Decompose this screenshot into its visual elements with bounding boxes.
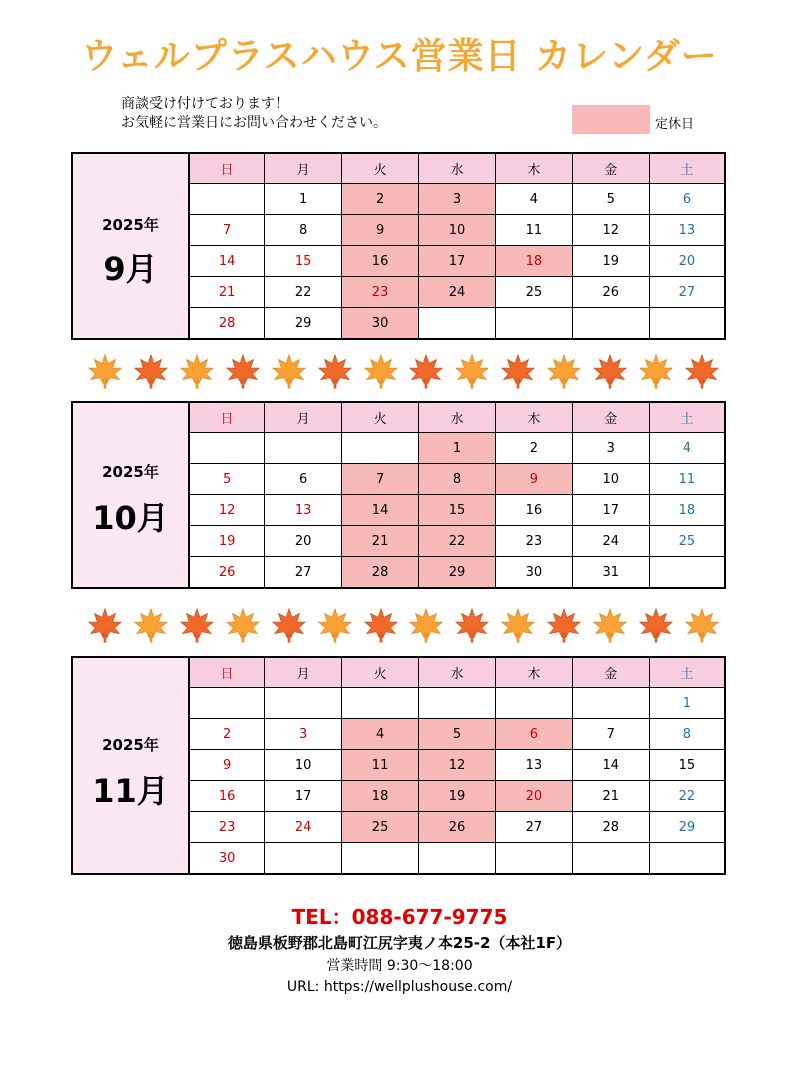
calendar-month: 11月 (92, 772, 169, 810)
day-cell (419, 688, 496, 719)
day-cell: 27 (265, 557, 342, 588)
day-cell: 8 (265, 215, 342, 246)
maple-leaf-icon (407, 352, 445, 390)
calendar-week-row (190, 277, 724, 308)
calendar-week-row (190, 433, 724, 464)
closed-day-cell: 4 (342, 719, 419, 750)
day-cell: 5 (190, 464, 265, 495)
calendar-week-row (190, 688, 724, 719)
closed-day-cell: 21 (342, 526, 419, 557)
day-cell: 4 (649, 433, 724, 464)
day-cell: 14 (190, 246, 265, 277)
day-cell: 9 (190, 750, 265, 781)
day-cell: 1 (265, 184, 342, 215)
intro-line-1: 商談受け付けております！ (121, 96, 289, 112)
calendar-grid (190, 154, 724, 338)
closed-day-cell: 20 (495, 781, 572, 812)
day-cell: 8 (649, 719, 724, 750)
calendar-week-row (190, 750, 724, 781)
day-cell: 15 (649, 750, 724, 781)
day-cell (649, 308, 724, 339)
calendar-grid (190, 658, 724, 873)
calendar-grid (190, 403, 724, 587)
intro-line-2: お気軽に営業日にお問い合わせください。 (121, 115, 387, 131)
weekday-header: 月 (265, 403, 342, 433)
day-cell: 25 (649, 526, 724, 557)
closed-day-cell: 9 (495, 464, 572, 495)
maple-leaf-icon (86, 606, 124, 644)
calendar-month-label (73, 154, 190, 338)
closed-day-cell: 18 (342, 781, 419, 812)
calendar-month-label (73, 403, 190, 587)
day-cell: 17 (265, 781, 342, 812)
weekday-header: 土 (649, 658, 724, 688)
maple-leaf-icon (362, 352, 400, 390)
day-cell: 30 (495, 557, 572, 588)
calendar-week-row (190, 843, 724, 874)
day-cell: 30 (190, 843, 265, 874)
contact-address: 徳島県板野郡北島町江尻字夷ノ本25-2（本社1F） (227, 934, 572, 952)
day-cell: 7 (572, 719, 649, 750)
day-cell: 21 (190, 277, 265, 308)
business-hours: 営業時間 9:30～18:00 (326, 958, 473, 974)
day-cell: 13 (265, 495, 342, 526)
day-cell: 26 (190, 557, 265, 588)
day-cell: 20 (649, 246, 724, 277)
closed-day-cell: 29 (419, 557, 496, 588)
day-cell (190, 184, 265, 215)
closed-day-cell: 10 (419, 215, 496, 246)
closed-day-cell: 25 (342, 812, 419, 843)
weekday-header: 日 (190, 403, 265, 433)
day-cell (649, 843, 724, 874)
day-cell: 13 (649, 215, 724, 246)
day-cell (495, 843, 572, 874)
calendar-month: 9月 (103, 250, 158, 288)
closed-day-cell: 12 (419, 750, 496, 781)
maple-leaf-icon (132, 606, 170, 644)
calendar-month-label (73, 658, 190, 873)
day-cell: 18 (649, 495, 724, 526)
day-cell: 12 (572, 215, 649, 246)
calendar-week-row (190, 464, 724, 495)
weekday-header: 木 (495, 403, 572, 433)
closed-day-cell: 22 (419, 526, 496, 557)
weekday-header-row (190, 658, 724, 688)
maple-leaf-icon (683, 606, 721, 644)
weekday-header: 土 (649, 403, 724, 433)
closed-day-cell: 18 (495, 246, 572, 277)
weekday-header: 金 (572, 403, 649, 433)
maple-leaf-icon (407, 606, 445, 644)
day-cell (265, 688, 342, 719)
leaf-divider (86, 352, 721, 390)
day-cell (342, 843, 419, 874)
closed-day-cell: 30 (342, 308, 419, 339)
day-cell: 10 (572, 464, 649, 495)
day-cell (265, 843, 342, 874)
calendar-year: 2025年 (102, 736, 159, 754)
leaf-divider (86, 606, 721, 644)
day-cell: 14 (572, 750, 649, 781)
day-cell: 10 (265, 750, 342, 781)
closed-day-cell: 3 (419, 184, 496, 215)
day-cell: 24 (265, 812, 342, 843)
weekday-header: 日 (190, 154, 265, 184)
calendar-week-row (190, 557, 724, 588)
maple-leaf-icon (270, 352, 308, 390)
maple-leaf-icon (591, 606, 629, 644)
contact-tel: TEL：088-677-9775 (291, 905, 508, 929)
weekday-header: 木 (495, 658, 572, 688)
day-cell: 21 (572, 781, 649, 812)
legend-closed-label: 定休日 (655, 117, 695, 132)
page-title: ウェルプラスハウス営業日 カレンダー (81, 36, 718, 77)
weekday-header: 火 (342, 658, 419, 688)
calendar-week-row (190, 246, 724, 277)
closed-day-cell: 28 (342, 557, 419, 588)
day-cell: 23 (190, 812, 265, 843)
day-cell (190, 688, 265, 719)
calendar-week-row (190, 526, 724, 557)
day-cell (342, 433, 419, 464)
maple-leaf-icon (499, 352, 537, 390)
maple-leaf-icon (545, 352, 583, 390)
calendar-september (71, 152, 726, 340)
maple-leaf-icon (224, 352, 262, 390)
weekday-header: 月 (265, 154, 342, 184)
day-cell (572, 308, 649, 339)
day-cell (190, 433, 265, 464)
day-cell: 11 (495, 215, 572, 246)
day-cell: 11 (649, 464, 724, 495)
day-cell: 12 (190, 495, 265, 526)
calendar-november (71, 656, 726, 875)
maple-leaf-icon (453, 352, 491, 390)
day-cell: 5 (572, 184, 649, 215)
day-cell (265, 433, 342, 464)
closed-day-cell: 24 (419, 277, 496, 308)
calendar-month: 10月 (92, 499, 169, 537)
day-cell (572, 688, 649, 719)
weekday-header: 日 (190, 658, 265, 688)
weekday-header-row (190, 403, 724, 433)
weekday-header: 火 (342, 154, 419, 184)
calendar-week-row (190, 719, 724, 750)
day-cell: 19 (572, 246, 649, 277)
day-cell (419, 843, 496, 874)
day-cell: 29 (649, 812, 724, 843)
maple-leaf-icon (637, 352, 675, 390)
day-cell: 22 (265, 277, 342, 308)
legend-closed-swatch (572, 105, 650, 134)
closed-day-cell: 6 (495, 719, 572, 750)
maple-leaf-icon (453, 606, 491, 644)
weekday-header: 水 (419, 403, 496, 433)
closed-day-cell: 9 (342, 215, 419, 246)
closed-day-cell: 5 (419, 719, 496, 750)
closed-day-cell: 14 (342, 495, 419, 526)
weekday-header-row (190, 154, 724, 184)
day-cell: 1 (649, 688, 724, 719)
maple-leaf-icon (683, 352, 721, 390)
closed-day-cell: 2 (342, 184, 419, 215)
day-cell (419, 308, 496, 339)
closed-day-cell: 16 (342, 246, 419, 277)
maple-leaf-icon (316, 606, 354, 644)
maple-leaf-icon (362, 606, 400, 644)
day-cell: 28 (572, 812, 649, 843)
day-cell (495, 688, 572, 719)
maple-leaf-icon (637, 606, 675, 644)
calendar-october (71, 401, 726, 589)
day-cell (572, 843, 649, 874)
closed-day-cell: 15 (419, 495, 496, 526)
closed-day-cell: 1 (419, 433, 496, 464)
closed-day-cell: 19 (419, 781, 496, 812)
closed-day-cell: 11 (342, 750, 419, 781)
weekday-header: 月 (265, 658, 342, 688)
weekday-header: 水 (419, 154, 496, 184)
maple-leaf-icon (545, 606, 583, 644)
day-cell: 17 (572, 495, 649, 526)
day-cell: 19 (190, 526, 265, 557)
weekday-header: 水 (419, 658, 496, 688)
day-cell (495, 308, 572, 339)
calendar-week-row (190, 184, 724, 215)
day-cell: 28 (190, 308, 265, 339)
day-cell: 23 (495, 526, 572, 557)
maple-leaf-icon (591, 352, 629, 390)
maple-leaf-icon (86, 352, 124, 390)
day-cell: 20 (265, 526, 342, 557)
day-cell: 15 (265, 246, 342, 277)
day-cell: 22 (649, 781, 724, 812)
calendar-week-row (190, 495, 724, 526)
calendar-week-row (190, 308, 724, 339)
calendar-week-row (190, 812, 724, 843)
day-cell: 7 (190, 215, 265, 246)
day-cell: 27 (495, 812, 572, 843)
closed-day-cell: 7 (342, 464, 419, 495)
day-cell: 4 (495, 184, 572, 215)
closed-day-cell: 8 (419, 464, 496, 495)
day-cell: 24 (572, 526, 649, 557)
day-cell: 6 (265, 464, 342, 495)
day-cell: 6 (649, 184, 724, 215)
weekday-header: 金 (572, 154, 649, 184)
closed-day-cell: 23 (342, 277, 419, 308)
maple-leaf-icon (224, 606, 262, 644)
maple-leaf-icon (178, 606, 216, 644)
day-cell: 2 (495, 433, 572, 464)
weekday-header: 木 (495, 154, 572, 184)
day-cell: 26 (572, 277, 649, 308)
calendar-year: 2025年 (102, 216, 159, 234)
maple-leaf-icon (316, 352, 354, 390)
day-cell (649, 557, 724, 588)
maple-leaf-icon (270, 606, 308, 644)
calendar-week-row (190, 215, 724, 246)
day-cell: 16 (190, 781, 265, 812)
closed-day-cell: 17 (419, 246, 496, 277)
day-cell (342, 688, 419, 719)
calendar-week-row (190, 781, 724, 812)
day-cell: 31 (572, 557, 649, 588)
day-cell: 25 (495, 277, 572, 308)
intro-text (121, 95, 387, 133)
closed-day-cell: 26 (419, 812, 496, 843)
day-cell: 13 (495, 750, 572, 781)
weekday-header: 火 (342, 403, 419, 433)
maple-leaf-icon (178, 352, 216, 390)
day-cell: 27 (649, 277, 724, 308)
maple-leaf-icon (499, 606, 537, 644)
weekday-header: 金 (572, 658, 649, 688)
website-url[interactable]: URL: https://wellplushouse.com/ (286, 979, 513, 995)
day-cell: 3 (265, 719, 342, 750)
day-cell: 16 (495, 495, 572, 526)
maple-leaf-icon (132, 352, 170, 390)
day-cell: 2 (190, 719, 265, 750)
day-cell: 3 (572, 433, 649, 464)
day-cell: 29 (265, 308, 342, 339)
weekday-header: 土 (649, 154, 724, 184)
calendar-year: 2025年 (102, 463, 159, 481)
